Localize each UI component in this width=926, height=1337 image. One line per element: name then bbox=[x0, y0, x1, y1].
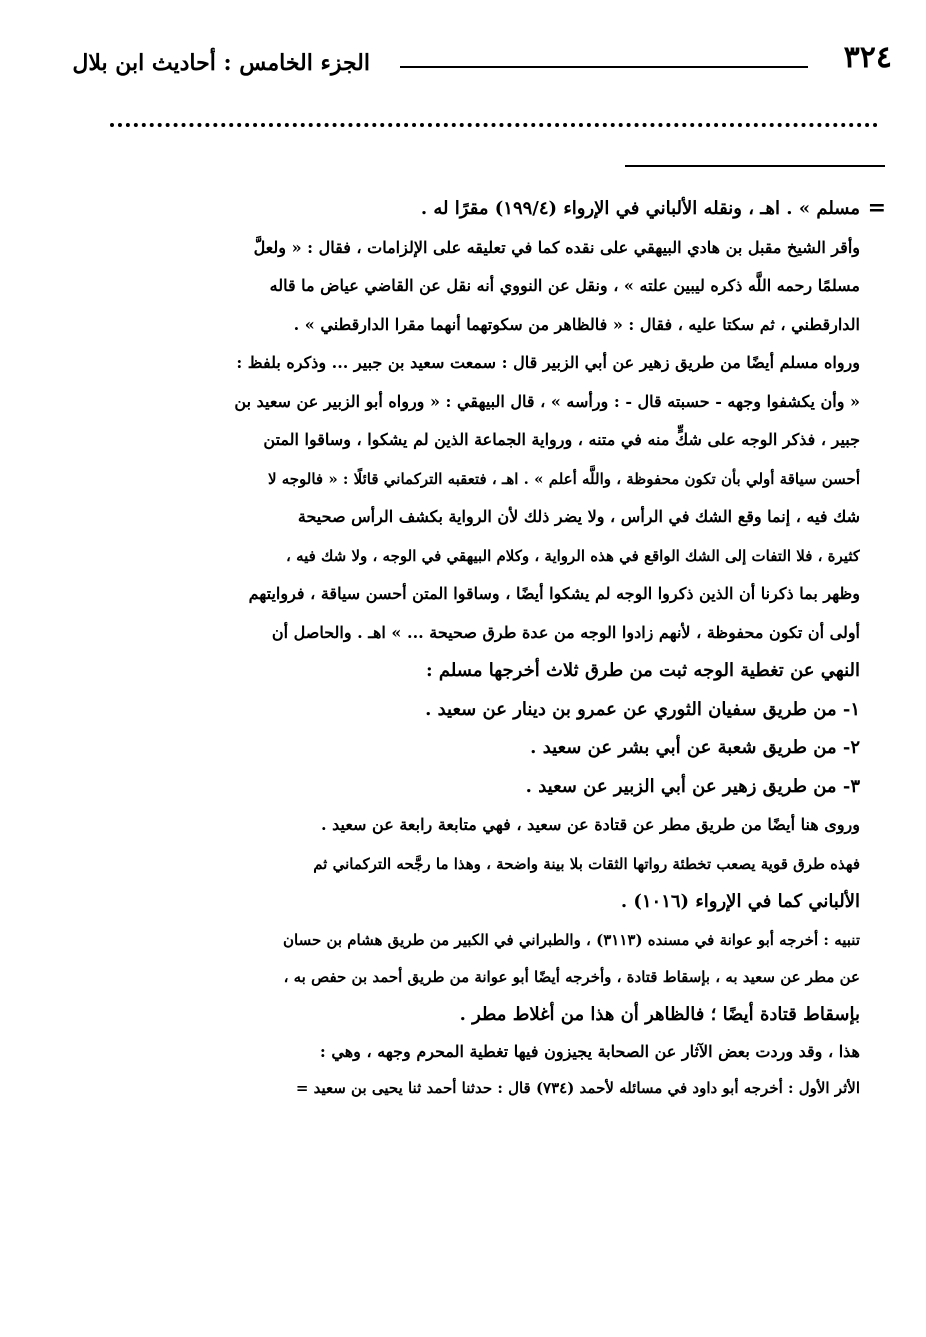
text-line: الأثر الأول : أخرجه أبو داود في مسائله لأحمد (٧٣٤) قال : حدثنا أحمد ثنا يحيى بن سعيد = bbox=[295, 1078, 860, 1097]
text-line: النهي عن تغطية الوجه ثبت من طرق ثلاث أخرجها مسلم : bbox=[425, 660, 860, 681]
text-line: وظهر بما ذكرنا أن الذين ذكروا الوجه لم يشكوا أيضًا ، وساقوا المتن أحسن سياقة ، فروايتهم bbox=[248, 584, 860, 603]
dotted-separator bbox=[110, 123, 878, 127]
text-line: أولى أن تكون محفوظة ، لأنهم زادوا الوجه من عدة طرق صحيحة ... » اهـ . والحاصل أن bbox=[271, 622, 860, 642]
text-line: شك فيه ، إنما وقع الشك في الرأس ، ولا يضر ذلك لأن الرواية بكشف الرأس صحيحة bbox=[297, 507, 860, 526]
text-line: ورواه مسلم أيضًا من طريق زهير عن أبي الزبير قال : سمعت سعيد بن جبير ... وذكره بلفظ : bbox=[236, 353, 860, 372]
text-line: « وأن يكشفوا وجهه - حسبته قال - : ورأسه » ، قال البيهقي : « ورواه أبو الزبير عن سعيد بن bbox=[234, 391, 860, 411]
list-item: ١- من طريق سفيان الثوري عن عمرو بن دينار عن سعيد . bbox=[425, 698, 860, 720]
footnote-text bbox=[100, 190, 860, 1330]
text-line: بإسقاط قتادة أيضًا ؛ فالظاهر أن هذا من أغلاط مطر . bbox=[459, 1003, 860, 1025]
footnote-rule bbox=[625, 165, 885, 167]
text-line: فهذه طرق قوية يصعب تخطئة رواتها الثقات بلا بينة واضحة ، وهذا ما رجَّحه التركماني ثم bbox=[313, 854, 860, 873]
text-line: وأقر الشيخ مقبل بن هادي البيهقي على نقده كما في تعليقه على الإلزامات ، فقال : « ولعلَّ bbox=[253, 237, 860, 257]
text-line: وروى هنا أيضًا من طريق مطر عن قتادة عن سعيد ، فهي متابعة رابعة عن سعيد . bbox=[320, 815, 860, 834]
text-line: تنبيه : أخرجه أبو عوانة في مسنده (٣١١٣) ، والطبراني في الكبير من طريق هشام بن حسان bbox=[282, 930, 860, 949]
running-title: الجزء الخامس : أحاديث ابن بلال bbox=[72, 50, 370, 76]
list-item: ٢- من طريق شعبة عن أبي بشر عن سعيد . bbox=[530, 737, 860, 758]
text-line: هذا ، وقد وردت بعض الآثار عن الصحابة يجيزون فيها تغطية المحرم وجهه ، وهي : bbox=[319, 1041, 860, 1061]
header-rule bbox=[400, 66, 808, 68]
text-line: أحسن سياقة أولي بأن تكون محفوظة ، واللَّه أعلم » . اهـ ، فتعقبه التركماني قائلًا : « فالوجه لا bbox=[267, 469, 860, 488]
text-line: كثيرة ، فلا التفات إلى الشك الواقع في هذه الرواية ، وكلام البيهقي في الوجه ، ولا شك فيه ، bbox=[286, 546, 860, 565]
text-line: جبير ، فذكر الوجه على شكٍّ منه في متنه ، ورواية الجماعة الذين لم يشكوا ، وساقوا المتن bbox=[263, 430, 860, 449]
continuation-marker: = bbox=[867, 195, 886, 221]
text-line: الألباني كما في الإرواء (١٠١٦) . bbox=[620, 891, 860, 912]
list-item: ٣- من طريق زهير عن أبي الزبير عن سعيد . bbox=[525, 775, 860, 797]
text-line: مسلم » . اهـ ، ونقله الألباني في الإرواء (١٩٩/٤) مقرًا له . bbox=[420, 198, 860, 219]
text-line: الدارقطني ، ثم سكتا عليه ، فقال : « فالظاهر من سكوتهما أنهما مقرا الدارقطني » . bbox=[293, 314, 860, 334]
page-number: ٣٢٤ bbox=[843, 40, 892, 75]
text-line: مسلمًا رحمه اللَّه ذكره ليبين علته » ، ونقل عن النووي أنه نقل عن القاضي عياض ما قاله bbox=[269, 276, 860, 295]
text-line: عن مطر عن سعيد به ، بإسقاط قتادة ، وأخرجه أيضًا أبو عوانة من طريق أحمد بن حفص به ، bbox=[283, 967, 860, 986]
